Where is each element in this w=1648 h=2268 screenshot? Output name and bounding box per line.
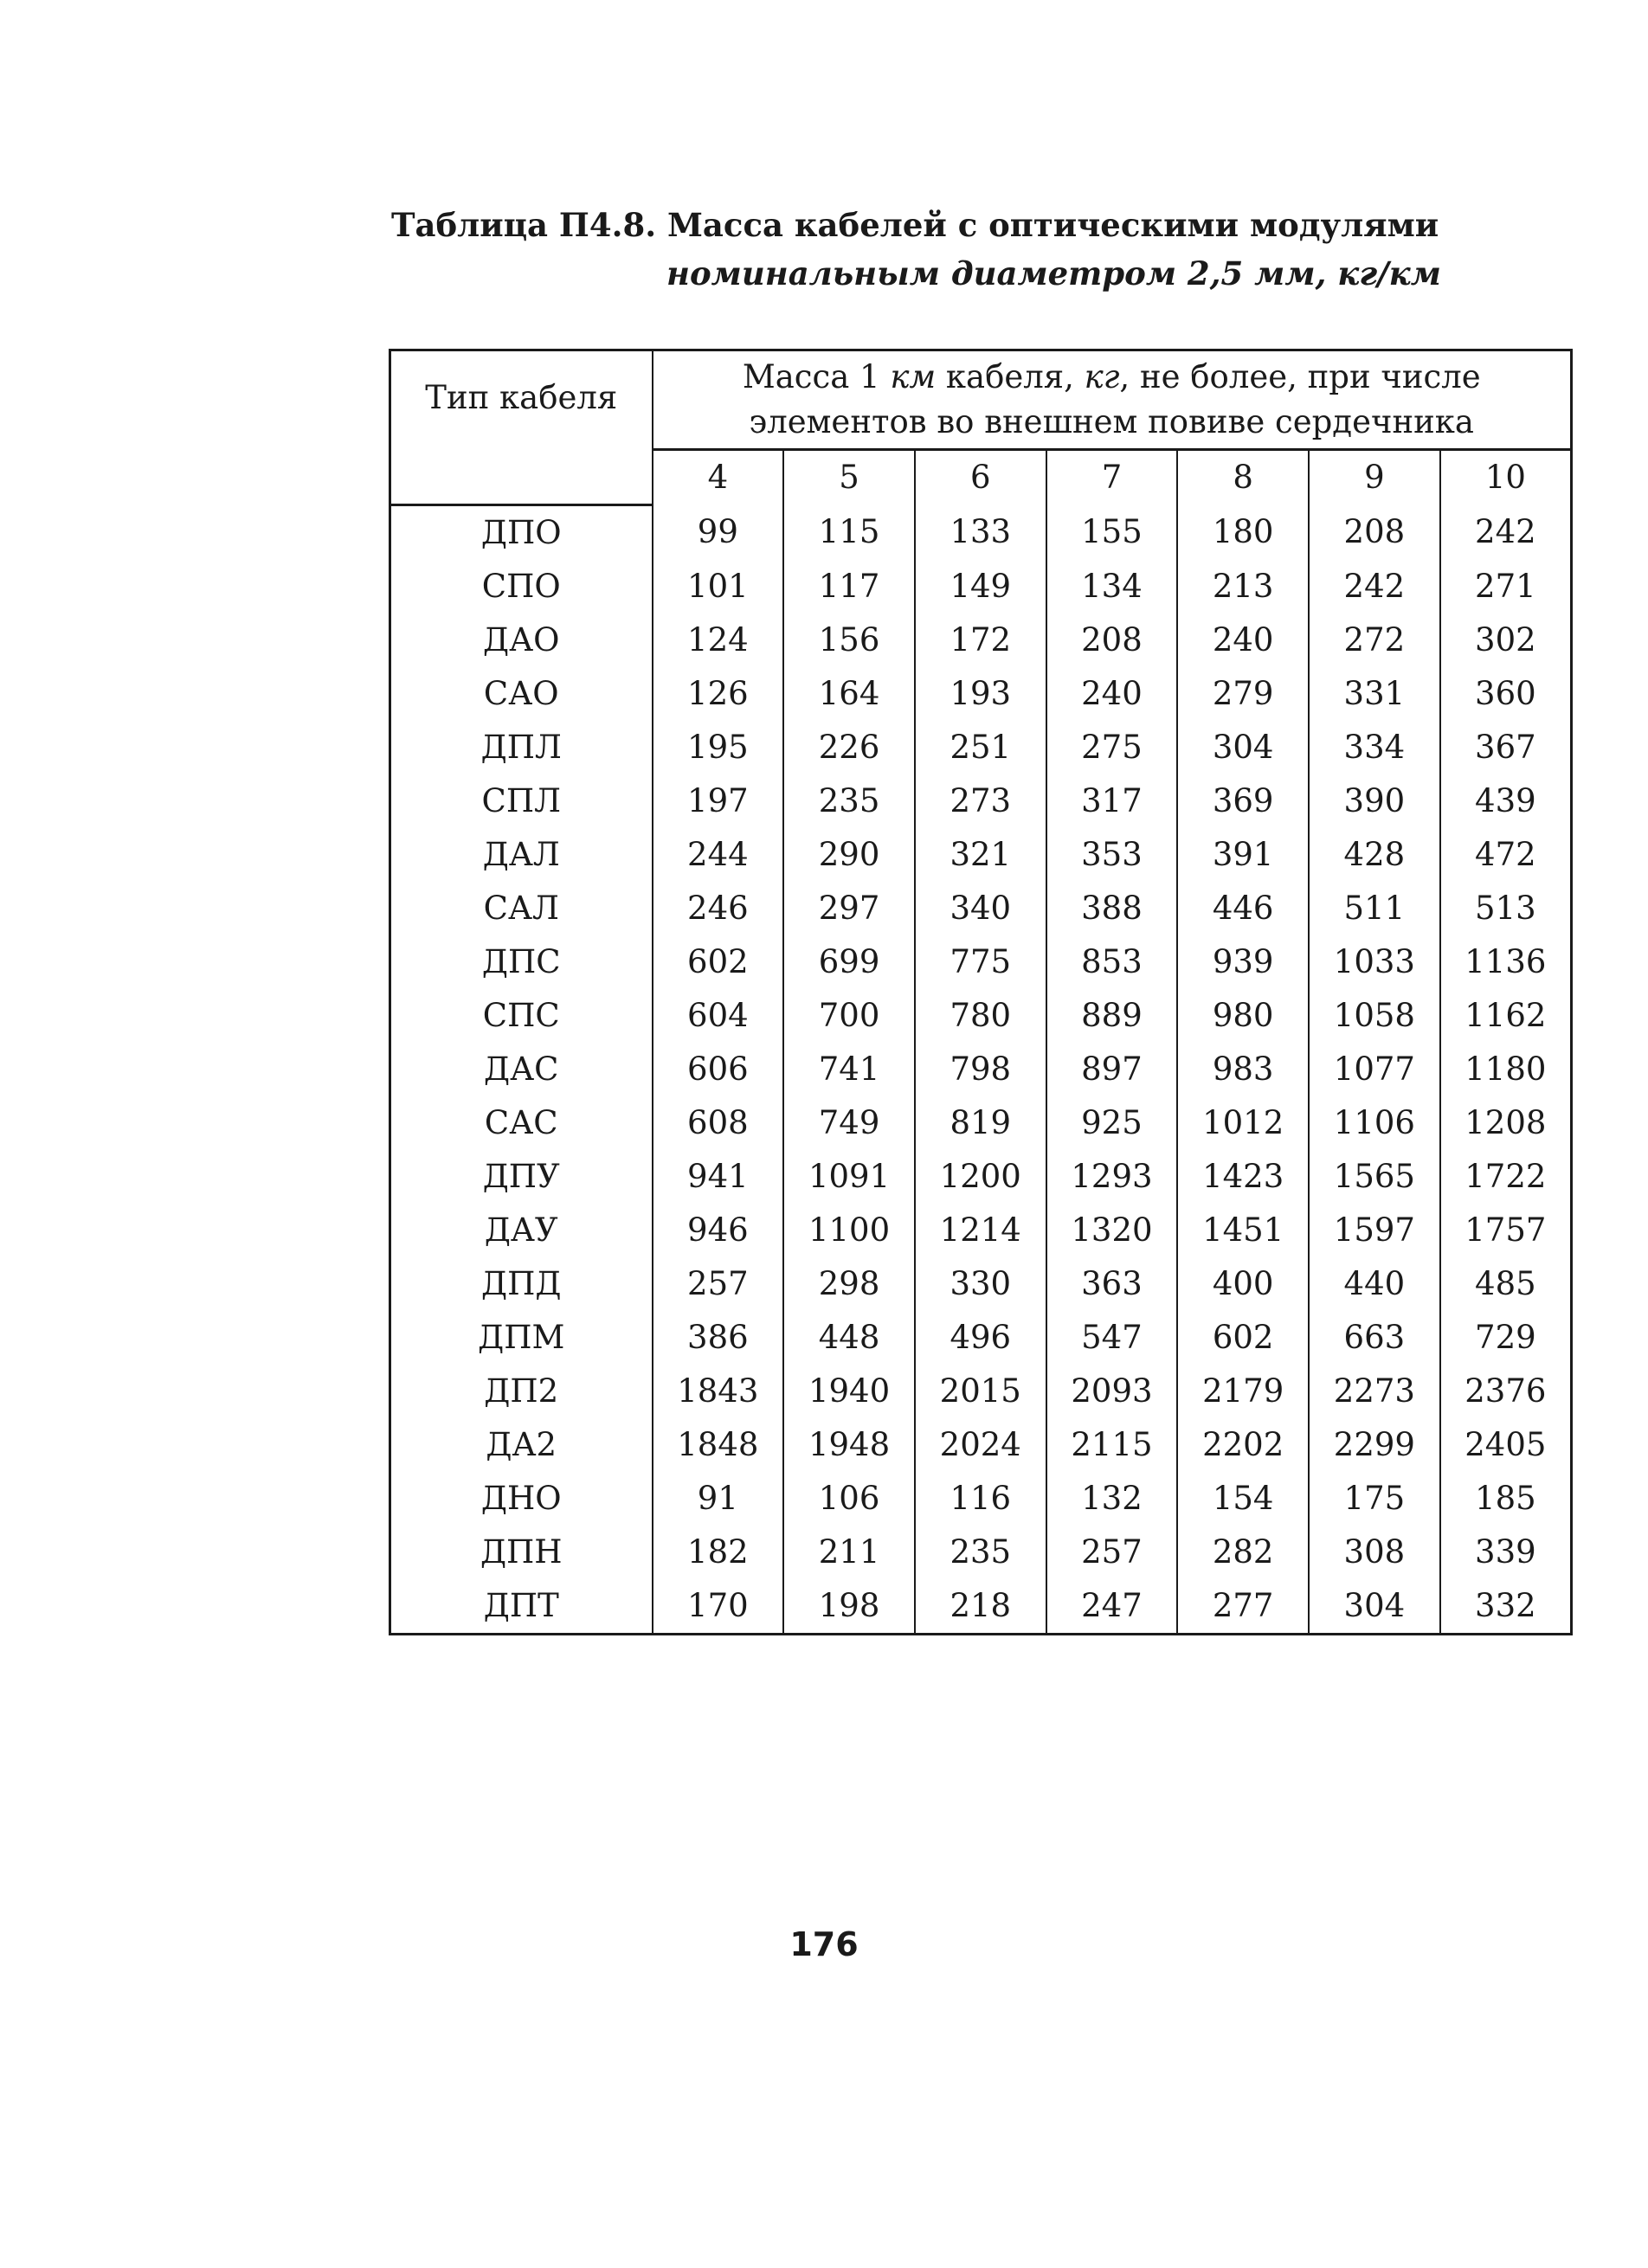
mass-value-cell: 446 [1177, 882, 1309, 935]
caption-text: номинальным диаметром 2,5 [666, 254, 1255, 292]
mass-value-cell: 602 [1177, 1311, 1309, 1365]
mass-value-cell: 853 [1046, 935, 1178, 989]
mass-value-cell: 175 [1309, 1472, 1440, 1526]
mass-value-cell: 1180 [1440, 1043, 1572, 1096]
table-row [390, 1311, 1572, 1365]
cable-type-cell: ДПТ [390, 1579, 653, 1635]
mass-value-cell: 439 [1440, 774, 1572, 828]
mass-value-cell: 367 [1440, 721, 1572, 774]
column-header-4: 4 [653, 450, 784, 505]
mass-value-cell: 663 [1309, 1311, 1440, 1365]
mass-value-cell: 321 [915, 828, 1046, 882]
mass-value-cell: 133 [915, 504, 1046, 560]
mass-value-cell: 2405 [1440, 1418, 1572, 1472]
mass-value-cell: 115 [783, 504, 915, 560]
column-header-8: 8 [1177, 450, 1309, 505]
caption-separator: , [1315, 254, 1338, 292]
mass-value-cell: 513 [1440, 882, 1572, 935]
mass-value-cell: 170 [653, 1579, 784, 1635]
mass-value-cell: 388 [1046, 882, 1178, 935]
mass-value-cell: 298 [783, 1257, 915, 1311]
mass-value-cell: 1293 [1046, 1150, 1178, 1204]
cable-type-cell: ДАС [390, 1043, 653, 1096]
mass-value-cell: 106 [783, 1472, 915, 1526]
mass-value-cell: 242 [1309, 560, 1440, 614]
mass-value-cell: 2093 [1046, 1365, 1178, 1418]
table-row [390, 1418, 1572, 1472]
table-row [390, 774, 1572, 828]
mass-value-cell: 925 [1046, 1096, 1178, 1150]
mass-value-cell: 1597 [1309, 1204, 1440, 1257]
mass-value-cell: 101 [653, 560, 784, 614]
mass-value-cell: 604 [653, 989, 784, 1043]
header-mass: Масса 1 км кабеля, кг, не более, при числе элементов во внешнем повиве сердечника [653, 350, 1572, 450]
mass-value-cell: 798 [915, 1043, 1046, 1096]
caption-line-1: Таблица П4.8. Масса кабелей с оптическими модулями [391, 206, 1439, 244]
cable-type-cell: ДАО [390, 614, 653, 667]
mass-value-cell: 983 [1177, 1043, 1309, 1096]
cable-type-cell: ДПЛ [390, 721, 653, 774]
mass-value-cell: 91 [653, 1472, 784, 1526]
mass-value-cell: 1948 [783, 1418, 915, 1472]
table-row [390, 1043, 1572, 1096]
mass-value-cell: 257 [1046, 1526, 1178, 1579]
mass-value-cell: 1200 [915, 1150, 1046, 1204]
mass-value-cell: 428 [1309, 828, 1440, 882]
mass-value-cell: 606 [653, 1043, 784, 1096]
cable-mass-table [389, 349, 1573, 1635]
mass-value-cell: 390 [1309, 774, 1440, 828]
table-row [390, 504, 1572, 560]
mass-value-cell: 448 [783, 1311, 915, 1365]
mass-value-cell: 400 [1177, 1257, 1309, 1311]
cable-type-cell: САЛ [390, 882, 653, 935]
mass-value-cell: 496 [915, 1311, 1046, 1365]
mass-value-cell: 980 [1177, 989, 1309, 1043]
table-row [390, 1150, 1572, 1204]
table-row [390, 1472, 1572, 1526]
mass-value-cell: 2299 [1309, 1418, 1440, 1472]
table-row [390, 1257, 1572, 1311]
mass-value-cell: 775 [915, 935, 1046, 989]
table-row [390, 1526, 1572, 1579]
mass-value-cell: 273 [915, 774, 1046, 828]
mass-value-cell: 1423 [1177, 1150, 1309, 1204]
mass-value-cell: 2179 [1177, 1365, 1309, 1418]
mass-value-cell: 235 [915, 1526, 1046, 1579]
mass-value-cell: 729 [1440, 1311, 1572, 1365]
mass-value-cell: 275 [1046, 721, 1178, 774]
mass-value-cell: 244 [653, 828, 784, 882]
mass-value-cell: 511 [1309, 882, 1440, 935]
cable-type-cell: ДНО [390, 1472, 653, 1526]
mass-value-cell: 156 [783, 614, 915, 667]
mass-value-cell: 182 [653, 1526, 784, 1579]
mass-value-cell: 330 [915, 1257, 1046, 1311]
mass-value-cell: 2024 [915, 1418, 1046, 1472]
table-row [390, 1096, 1572, 1150]
mass-value-cell: 1214 [915, 1204, 1046, 1257]
mass-value-cell: 251 [915, 721, 1046, 774]
mass-value-cell: 1320 [1046, 1204, 1178, 1257]
mass-value-cell: 1757 [1440, 1204, 1572, 1257]
caption-unit-mm: мм [1254, 254, 1316, 292]
mass-value-cell: 700 [783, 989, 915, 1043]
mass-value-cell: 154 [1177, 1472, 1309, 1526]
mass-value-cell: 242 [1440, 504, 1572, 560]
mass-value-cell: 279 [1177, 667, 1309, 721]
table-caption [391, 201, 1441, 298]
mass-value-cell: 946 [653, 1204, 784, 1257]
mass-value-cell: 172 [915, 614, 1046, 667]
mass-value-cell: 1451 [1177, 1204, 1309, 1257]
table-row [390, 614, 1572, 667]
mass-value-cell: 1565 [1309, 1150, 1440, 1204]
cable-type-cell: САС [390, 1096, 653, 1150]
cable-type-cell: СПЛ [390, 774, 653, 828]
mass-value-cell: 360 [1440, 667, 1572, 721]
table-row [390, 721, 1572, 774]
mass-value-cell: 116 [915, 1472, 1046, 1526]
header-cable-type: Тип кабеля [390, 350, 653, 505]
mass-value-cell: 472 [1440, 828, 1572, 882]
cable-type-cell: ДПД [390, 1257, 653, 1311]
mass-value-cell: 889 [1046, 989, 1178, 1043]
mass-value-cell: 208 [1046, 614, 1178, 667]
mass-value-cell: 353 [1046, 828, 1178, 882]
column-header-5: 5 [783, 450, 915, 505]
mass-value-cell: 819 [915, 1096, 1046, 1150]
mass-value-cell: 246 [653, 882, 784, 935]
mass-value-cell: 235 [783, 774, 915, 828]
mass-value-cell: 257 [653, 1257, 784, 1311]
mass-value-cell: 1012 [1177, 1096, 1309, 1150]
mass-value-cell: 304 [1177, 721, 1309, 774]
mass-value-cell: 780 [915, 989, 1046, 1043]
mass-value-cell: 1136 [1440, 935, 1572, 989]
mass-value-cell: 240 [1177, 614, 1309, 667]
mass-value-cell: 226 [783, 721, 915, 774]
mass-value-cell: 297 [783, 882, 915, 935]
cable-type-cell: СПС [390, 989, 653, 1043]
table-row [390, 560, 1572, 614]
mass-value-cell: 331 [1309, 667, 1440, 721]
mass-value-cell: 1940 [783, 1365, 915, 1418]
mass-value-cell: 1058 [1309, 989, 1440, 1043]
mass-value-cell: 164 [783, 667, 915, 721]
cable-type-cell: ДПУ [390, 1150, 653, 1204]
mass-value-cell: 317 [1046, 774, 1178, 828]
mass-value-cell: 218 [915, 1579, 1046, 1635]
mass-value-cell: 386 [653, 1311, 784, 1365]
mass-value-cell: 339 [1440, 1526, 1572, 1579]
mass-value-cell: 1106 [1309, 1096, 1440, 1150]
mass-value-cell: 149 [915, 560, 1046, 614]
table-row [390, 882, 1572, 935]
mass-value-cell: 124 [653, 614, 784, 667]
mass-value-cell: 198 [783, 1579, 915, 1635]
mass-value-cell: 485 [1440, 1257, 1572, 1311]
mass-value-cell: 939 [1177, 935, 1309, 989]
mass-value-cell: 213 [1177, 560, 1309, 614]
mass-value-cell: 197 [653, 774, 784, 828]
mass-value-cell: 440 [1309, 1257, 1440, 1311]
mass-value-cell: 699 [783, 935, 915, 989]
table-row [390, 1204, 1572, 1257]
mass-value-cell: 391 [1177, 828, 1309, 882]
mass-value-cell: 282 [1177, 1526, 1309, 1579]
mass-value-cell: 1162 [1440, 989, 1572, 1043]
mass-value-cell: 2273 [1309, 1365, 1440, 1418]
mass-value-cell: 126 [653, 667, 784, 721]
mass-value-cell: 334 [1309, 721, 1440, 774]
table-row [390, 1365, 1572, 1418]
mass-value-cell: 1848 [653, 1418, 784, 1472]
cable-type-cell: ДАЛ [390, 828, 653, 882]
mass-value-cell: 195 [653, 721, 784, 774]
mass-value-cell: 117 [783, 560, 915, 614]
mass-value-cell: 2202 [1177, 1418, 1309, 1472]
mass-value-cell: 302 [1440, 614, 1572, 667]
mass-value-cell: 749 [783, 1096, 915, 1150]
mass-value-cell: 277 [1177, 1579, 1309, 1635]
mass-value-cell: 1033 [1309, 935, 1440, 989]
mass-value-cell: 2376 [1440, 1365, 1572, 1418]
table-row [390, 989, 1572, 1043]
mass-value-cell: 608 [653, 1096, 784, 1150]
caption-line-2 [391, 249, 1441, 298]
cable-type-cell: ДПС [390, 935, 653, 989]
cable-type-cell: ДПН [390, 1526, 653, 1579]
mass-value-cell: 1077 [1309, 1043, 1440, 1096]
table-row [390, 935, 1572, 989]
cable-type-cell: ДПМ [390, 1311, 653, 1365]
cable-type-cell: ДП2 [390, 1365, 653, 1418]
mass-value-cell: 240 [1046, 667, 1178, 721]
mass-value-cell: 247 [1046, 1579, 1178, 1635]
mass-value-cell: 1843 [653, 1365, 784, 1418]
mass-value-cell: 941 [653, 1150, 784, 1204]
mass-value-cell: 308 [1309, 1526, 1440, 1579]
cable-type-cell: САО [390, 667, 653, 721]
mass-value-cell: 897 [1046, 1043, 1178, 1096]
mass-value-cell: 2115 [1046, 1418, 1178, 1472]
mass-value-cell: 99 [653, 504, 784, 560]
mass-value-cell: 211 [783, 1526, 915, 1579]
mass-value-cell: 290 [783, 828, 915, 882]
mass-value-cell: 185 [1440, 1472, 1572, 1526]
mass-value-cell: 332 [1440, 1579, 1572, 1635]
column-header-7: 7 [1046, 450, 1178, 505]
page-number: 176 [789, 1925, 859, 1963]
mass-value-cell: 602 [653, 935, 784, 989]
mass-value-cell: 134 [1046, 560, 1178, 614]
mass-value-cell: 363 [1046, 1257, 1178, 1311]
column-header-6: 6 [915, 450, 1046, 505]
mass-value-cell: 1722 [1440, 1150, 1572, 1204]
mass-value-cell: 304 [1309, 1579, 1440, 1635]
mass-value-cell: 547 [1046, 1311, 1178, 1365]
mass-value-cell: 208 [1309, 504, 1440, 560]
mass-value-cell: 2015 [915, 1365, 1046, 1418]
mass-value-cell: 193 [915, 667, 1046, 721]
mass-value-cell: 271 [1440, 560, 1572, 614]
table-row [390, 667, 1572, 721]
mass-value-cell: 1208 [1440, 1096, 1572, 1150]
column-header-9: 9 [1309, 450, 1440, 505]
mass-value-cell: 132 [1046, 1472, 1178, 1526]
mass-value-cell: 180 [1177, 504, 1309, 560]
cable-type-cell: ДАУ [390, 1204, 653, 1257]
column-header-10: 10 [1440, 450, 1572, 505]
header-row [390, 350, 1572, 450]
table-row [390, 1579, 1572, 1635]
mass-value-cell: 272 [1309, 614, 1440, 667]
table-row [390, 828, 1572, 882]
cable-type-cell: ДА2 [390, 1418, 653, 1472]
mass-value-cell: 1100 [783, 1204, 915, 1257]
cable-type-cell: СПО [390, 560, 653, 614]
mass-value-cell: 340 [915, 882, 1046, 935]
cable-type-cell: ДПО [390, 504, 653, 560]
mass-value-cell: 369 [1177, 774, 1309, 828]
caption-unit-kgkm: кг/км [1337, 254, 1441, 292]
mass-value-cell: 1091 [783, 1150, 915, 1204]
mass-value-cell: 155 [1046, 504, 1178, 560]
mass-value-cell: 741 [783, 1043, 915, 1096]
